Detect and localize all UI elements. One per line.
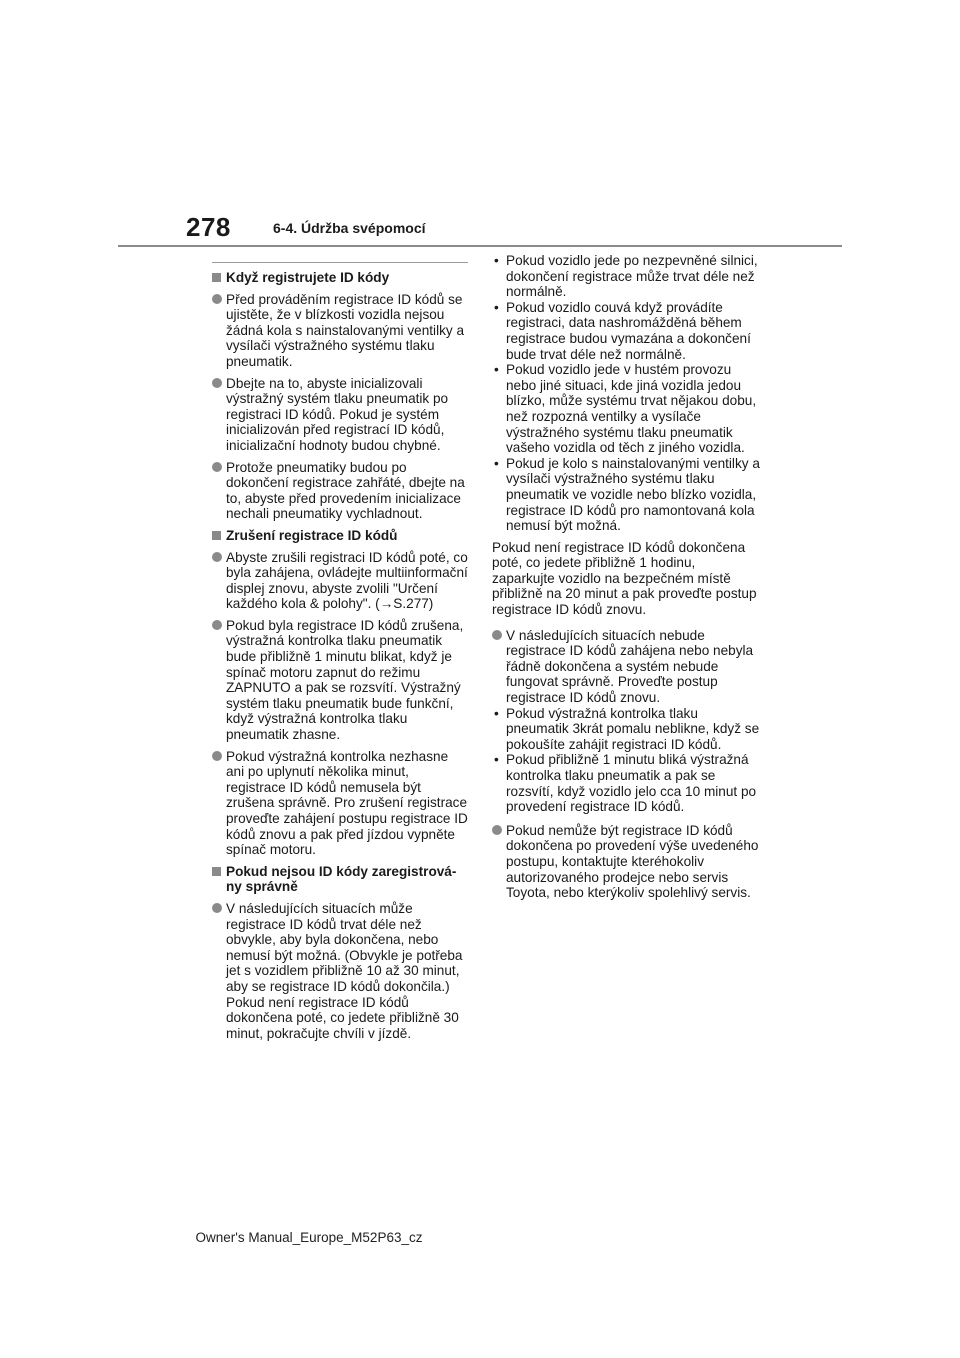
note-item: Pokud výstražná kontrolka nezhasne ani po uplynutí několika minut, registrace ID kódů nemusela být zrušena správně. Pro zrušení registrace proveďte zahájení postupu registrace ID kódů znovu a pak před jízdou vypněte spínač motoru. <box>212 749 470 858</box>
footer-text: Owner's Manual_Europe_M52P63_cz <box>195 1230 423 1245</box>
list-item: • Pokud vozidlo jede po nezpevněné silnici, dokončení registrace může trvat déle než normálně. <box>492 253 760 300</box>
section-title: 6-4. Údržba svépomocí <box>273 220 426 236</box>
header-divider <box>118 245 842 247</box>
note-item: V následujících situacích může registrace ID kódů trvat déle než obvykle, aby byla dokončena, nebo nemusí být možná. (Obvykle je potřeba jet s vozidlem přibližně 10 až 30 minut, aby se registrace ID kódů dokončila.) Pokud není registrace ID kódů dokončena poté, co jedete přibližně 30 minut, pokračujte chvíli v jízdě. <box>212 901 470 1041</box>
subsection-heading-registering: Když registrujete ID kódy <box>212 270 470 286</box>
page-number: 278 <box>186 212 231 242</box>
subsection-heading-cancel: Zrušení registrace ID kódů <box>212 528 470 544</box>
situation-list <box>492 706 760 815</box>
list-item: • Pokud výstražná kontrolka tlaku pneumatik 3krát pomalu neblikne, když se pokoušíte zahájit registraci ID kódů. <box>492 706 760 753</box>
note-item: Pokud byla registrace ID kódů zrušena, výstražná kontrolka tlaku pneumatik bude přibližně 1 minutu blikat, když je spínač motoru zapnut do režimu ZAPNUTO a pak se rozsvítí. Výstražný systém tlaku pneumatik bude funkční, když výstražná kontrolka tlaku pneumatik zhasne. <box>212 618 470 743</box>
note-item: Abyste zrušili registraci ID kódů poté, co byla zahájena, ovládejte multiinformační displej znovu, abyste zvolili "Určení každého kola & polohy". (→S.277) <box>212 550 470 612</box>
note-item: Protože pneumatiky budou po dokončení registrace zahřáté, dbejte na to, abyste před provedením inicializace nechali pneumatiky vychladnout. <box>212 460 470 522</box>
note-item: Pokud nemůže být registrace ID kódů dokončena po provedení výše uvedeného postupu, kontaktujte kteréhokoliv autorizovaného prodejce nebo servis Toyota, nebo kterýkoliv spolehlivý servis. <box>492 823 760 901</box>
note-item: V následujících situacích nebude registrace ID kódů zahájena nebo nebyla řádně dokončena a systém nebude fungovat správně. Proveďte postup registrace ID kódů znovu. <box>492 628 760 706</box>
note-item: Před prováděním registrace ID kódů se ujistěte, že v blízkosti vozidla nejsou žádná kola s nainstalovanými ventilky a vysílači výstražného systému tlaku pneumatik. <box>212 292 470 370</box>
list-item: • Pokud vozidlo couvá když provádíte registraci, data nashromážděná během registrace budou vymazána a dokončení bude trvat déle než normálně. <box>492 300 760 362</box>
left-column <box>212 270 470 1047</box>
list-item: • Pokud vozidlo jede v hustém provozu nebo jiné situaci, kde jiná vozidla jedou blízko, může systému trvat nějakou dobu, než rozpozná ventilky a vysílače výstražného systému tlaku pneumatik vašeho vozidla od těch z jiného vozidla. <box>492 362 760 456</box>
situation-list <box>492 253 760 534</box>
note-item: Dbejte na to, abyste inicializovali výstražný systém tlaku pneumatik po registraci ID kódů. Pokud je systém inicializován před registrací ID kódů, inicializační hodnoty budou chybné. <box>212 376 470 454</box>
subsection-heading-not-registered: Pokud nejsou ID kódy zaregistrová- ny správně <box>212 864 470 895</box>
list-item: • Pokud přibližně 1 minutu bliká výstražná kontrolka tlaku pneumatik a pak se rozsvítí, když vozidlo jelo cca 10 minut po provedení registrace ID kódů. <box>492 752 760 814</box>
right-column <box>492 253 760 907</box>
list-item: • Pokud je kolo s nainstalovanými ventilky a vysílači výstražného systému tlaku pneumatik ve vozidle nebo blízko vozidla, registrace ID kódů pro namontovaná kola nemusí být možná. <box>492 456 760 534</box>
body-paragraph: Pokud není registrace ID kódů dokončena poté, co jedete přibližně 1 hodinu, zaparkujte vozidlo na bezpečném místě přibližně na 20 minut a pak proveďte postup registrace ID kódů znovu. <box>492 539 757 618</box>
column-divider <box>212 262 468 263</box>
